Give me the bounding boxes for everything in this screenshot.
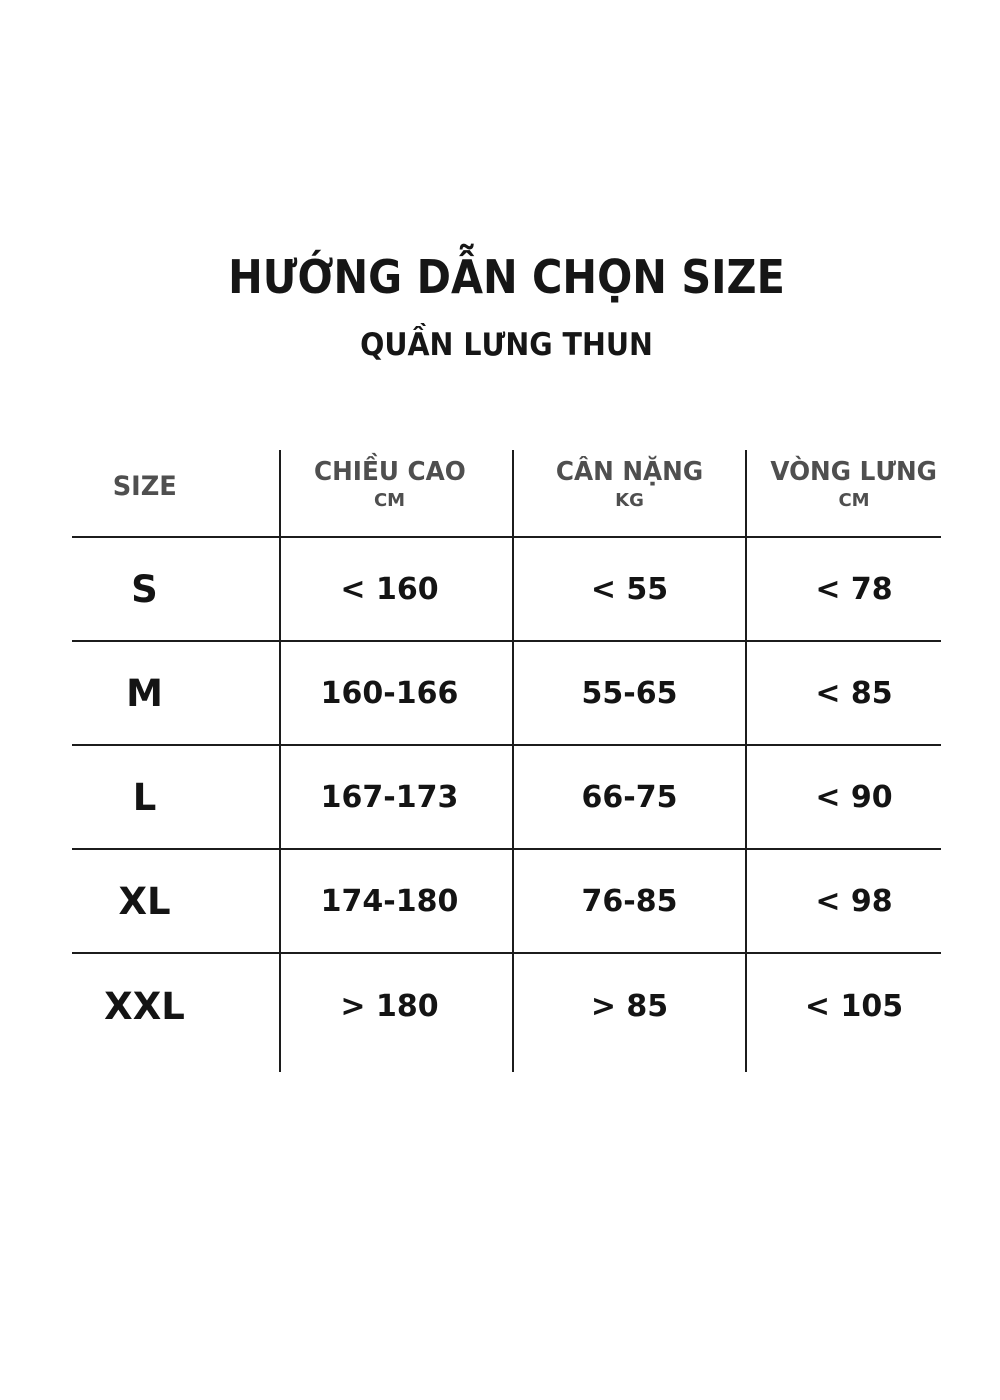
column-unit-label: CM [838,489,870,511]
column-unit-label: CM [373,489,406,511]
cell-s-waist: < 78 [745,538,941,642]
column-unit-label: KG [615,489,644,511]
cell-s-size: S [72,538,279,642]
column-header-size [72,450,279,538]
cell-l-size: L [72,746,279,850]
column-header-label: SIZE [112,471,177,503]
column-header-height [279,450,512,538]
cell-xl-size: XL [72,850,279,954]
cell-xxl-size: XXL [104,984,185,1028]
column-header-weight [512,450,745,538]
cell-xl-weight: 76-85 [512,850,745,954]
cell-s-height: < 160 [279,538,512,642]
cell-l-weight: 66-75 [512,746,745,850]
column-header-label: VÒNG LƯNG [770,457,938,487]
column-header-waist [745,450,941,538]
cell-m-weight: 55-65 [512,642,745,746]
cell-xxl-weight: > 85 [512,954,745,1072]
column-header-label: CÂN NẶNG [555,457,704,487]
cell-xxl-waist: < 105 [745,954,941,1072]
column-header-label: CHIỀU CAO [313,457,466,487]
cell-l-height: 167-173 [279,746,512,850]
cell-m-size: M [72,642,279,746]
cell-xxl-height: > 180 [279,954,512,1072]
cell-xl-height: 174-180 [279,850,512,954]
page-title: HƯỚNG DẪN CHỌN SIZE [228,250,785,304]
cell-xl-waist: < 98 [745,850,941,954]
cell-s-weight: < 55 [512,538,745,642]
cell-m-height: 160-166 [279,642,512,746]
size-table [72,450,941,1072]
page-subtitle: QUẦN LƯNG THUN [360,327,653,363]
cell-m-waist: < 85 [745,642,941,746]
cell-l-waist: < 90 [745,746,941,850]
